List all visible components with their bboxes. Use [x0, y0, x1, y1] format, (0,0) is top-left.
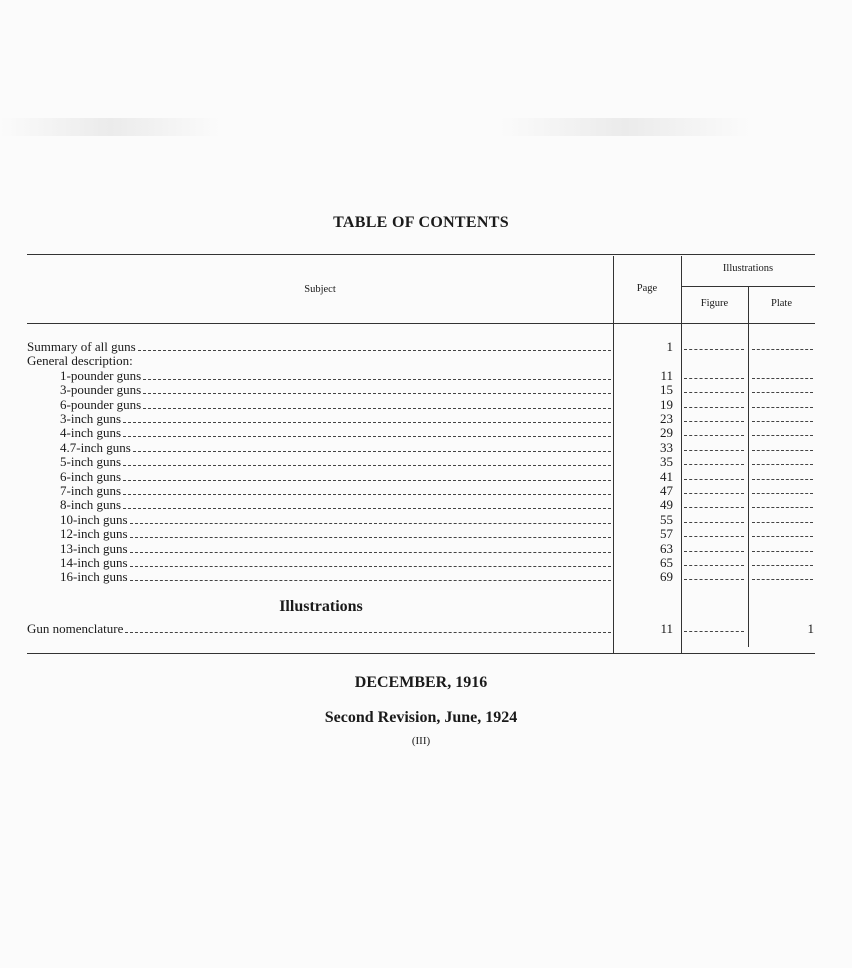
row-plate-blank	[752, 470, 813, 480]
dot-leader	[130, 557, 611, 567]
row-page: 69	[660, 569, 673, 585]
row-figure-blank	[684, 527, 744, 537]
row-subject	[27, 426, 611, 440]
table-row	[27, 542, 815, 556]
row-plate-blank	[752, 426, 813, 436]
table-top-rule	[27, 254, 815, 255]
row-label: Gun nomenclature	[27, 621, 124, 636]
row-figure-blank	[684, 340, 744, 350]
row-figure-blank	[684, 570, 744, 580]
table-bottom-rule	[27, 653, 815, 654]
row-subject	[27, 412, 611, 426]
row-plate-blank	[752, 455, 813, 465]
dot-leader	[143, 384, 611, 394]
table-row	[27, 455, 815, 469]
table-row	[27, 498, 815, 512]
row-figure-blank	[684, 498, 744, 508]
row-plate-blank	[752, 556, 813, 566]
header-subject: Subject	[304, 284, 336, 295]
row-subject	[27, 622, 611, 636]
row-figure-blank	[684, 556, 744, 566]
row-page: 65	[660, 555, 673, 570]
table-row	[27, 570, 815, 584]
dot-leader	[133, 442, 611, 452]
row-label: 4-inch guns	[60, 425, 122, 441]
dot-leader	[123, 471, 611, 481]
row-plate-blank	[752, 383, 813, 393]
row-page: 1	[666, 339, 673, 354]
row-plate-blank	[752, 542, 813, 552]
header-illustrations: Illustrations	[722, 263, 774, 274]
dot-leader	[130, 528, 611, 538]
row-subject	[27, 556, 611, 570]
row-plate-blank	[752, 570, 813, 580]
row-plate-blank	[752, 498, 813, 508]
illustration-row	[27, 622, 815, 636]
dot-leader	[143, 370, 611, 380]
scan-smudge	[0, 118, 220, 136]
row-label: 10-inch guns	[60, 511, 128, 527]
row-figure-blank	[684, 369, 744, 379]
row-page: 33	[660, 439, 673, 455]
row-label: 13-inch guns	[60, 540, 128, 556]
row-figure-blank	[684, 484, 744, 494]
table-row	[27, 513, 815, 527]
row-figure-blank	[684, 513, 744, 523]
row-label: 14-inch guns	[60, 555, 128, 570]
dot-leader	[123, 427, 611, 437]
dot-leader	[123, 413, 611, 423]
table-row	[27, 484, 815, 498]
dot-leader	[130, 543, 611, 553]
table-row	[27, 398, 815, 412]
row-plate-blank	[752, 412, 813, 422]
row-label: 3-inch guns	[60, 411, 122, 426]
row-label: 1-pounder guns	[60, 367, 142, 383]
dot-leader	[130, 571, 611, 581]
row-plate-blank	[752, 369, 813, 379]
illustrations-heading: Illustrations	[279, 598, 363, 615]
row-plate-blank	[752, 441, 813, 451]
row-figure-blank	[684, 426, 744, 436]
row-label: 7-inch guns	[60, 483, 122, 498]
page-title: TABLE OF CONTENTS	[333, 214, 509, 231]
row-figure-blank	[684, 383, 744, 393]
dot-leader	[123, 456, 611, 466]
row-label: 6-pounder guns	[60, 396, 142, 412]
dot-leader	[138, 341, 611, 351]
row-plate: 1	[807, 621, 814, 636]
row-plate-blank	[752, 340, 813, 350]
row-label: General description:	[27, 353, 133, 369]
row-page: 29	[660, 425, 673, 441]
row-subject	[27, 527, 611, 541]
row-plate-blank	[752, 513, 813, 523]
row-figure-blank	[684, 622, 744, 632]
row-plate-blank	[752, 527, 813, 537]
row-label: 8-inch guns	[60, 497, 122, 513]
row-page: 49	[660, 497, 673, 513]
row-subject	[27, 455, 611, 469]
row-subject	[27, 383, 611, 397]
dot-leader	[125, 623, 611, 633]
table-row	[27, 556, 815, 570]
row-page: 11	[660, 367, 673, 383]
row-subject	[27, 470, 611, 484]
row-label: 12-inch guns	[60, 526, 128, 542]
row-figure-blank	[684, 455, 744, 465]
row-subject	[27, 441, 611, 455]
header-figure: Figure	[700, 298, 729, 309]
row-page: 23	[660, 411, 673, 426]
row-label: 4.7-inch guns	[60, 439, 131, 455]
row-subject	[27, 340, 611, 354]
row-figure-blank	[684, 542, 744, 552]
table-row	[27, 340, 815, 354]
dot-leader	[123, 499, 611, 509]
table-row	[27, 369, 815, 383]
table-row	[27, 426, 815, 440]
row-page: 63	[660, 540, 673, 556]
row-page: 15	[660, 382, 673, 398]
row-page: 35	[660, 454, 673, 470]
scan-smudge	[500, 118, 750, 136]
header-plate: Plate	[771, 298, 792, 309]
row-figure-blank	[684, 441, 744, 451]
dot-leader	[130, 514, 611, 524]
row-page: 41	[660, 468, 673, 484]
row-subject	[27, 369, 611, 383]
dot-leader	[123, 485, 611, 495]
row-page: 47	[660, 483, 673, 498]
page-number: (III)	[411, 735, 431, 747]
row-subject	[27, 354, 611, 368]
date: DECEMBER, 1916	[354, 674, 488, 691]
row-label: 16-inch guns	[60, 569, 128, 585]
revision: Second Revision, June, 1924	[324, 709, 518, 726]
header-bottom-rule	[27, 323, 815, 324]
row-page: 19	[660, 396, 673, 412]
row-plate-blank	[752, 398, 813, 408]
row-figure-blank	[684, 412, 744, 422]
row-label: 5-inch guns	[60, 454, 122, 470]
row-figure-blank	[684, 398, 744, 408]
table-row	[27, 412, 815, 426]
row-subject	[27, 570, 611, 584]
table-row	[27, 354, 815, 368]
table-row	[27, 383, 815, 397]
row-subject	[27, 513, 611, 527]
header-page: Page	[636, 283, 658, 294]
row-subject	[27, 398, 611, 412]
table-row	[27, 441, 815, 455]
row-plate-blank	[752, 484, 813, 494]
row-page: 11	[660, 621, 673, 636]
row-page: 55	[660, 511, 673, 527]
row-figure-blank	[684, 470, 744, 480]
table-row	[27, 470, 815, 484]
row-subject	[27, 484, 611, 498]
row-label: 3-pounder guns	[60, 382, 142, 398]
row-page: 57	[660, 526, 673, 542]
dot-leader	[143, 399, 611, 409]
row-label: 6-inch guns	[60, 468, 122, 484]
row-subject	[27, 542, 611, 556]
table-row	[27, 527, 815, 541]
row-label: Summary of all guns	[27, 339, 136, 354]
row-subject	[27, 498, 611, 512]
